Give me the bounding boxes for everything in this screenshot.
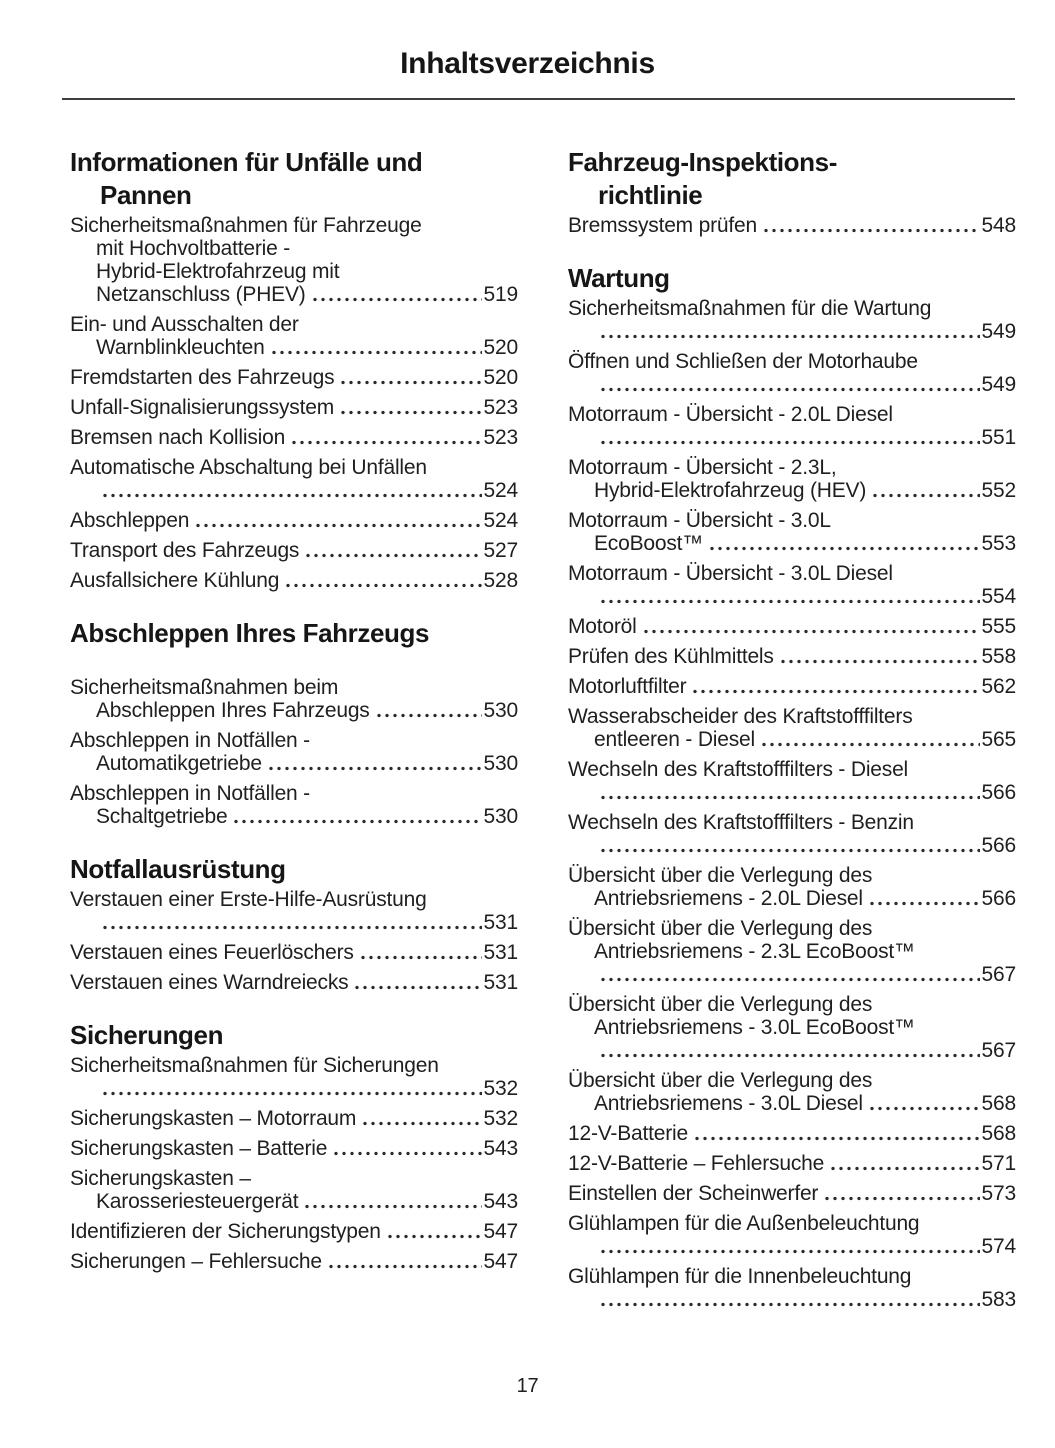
leader-dots bbox=[284, 569, 481, 592]
entry-page-number: 527 bbox=[483, 539, 518, 562]
toc-entry[interactable] bbox=[70, 1250, 518, 1273]
toc-entry[interactable] bbox=[568, 917, 1016, 986]
toc-section bbox=[70, 1019, 518, 1273]
entry-page-number: 532 bbox=[483, 1077, 518, 1100]
entry-page-number: 558 bbox=[981, 645, 1016, 668]
toc-section bbox=[70, 617, 518, 828]
leader-dots bbox=[760, 728, 980, 751]
leader-dots bbox=[339, 396, 482, 419]
leader-dots bbox=[829, 1152, 979, 1175]
entry-leader-row bbox=[70, 941, 518, 964]
leader-dots bbox=[194, 509, 481, 532]
toc-entry[interactable] bbox=[70, 396, 518, 419]
toc-section bbox=[568, 262, 1016, 1311]
toc-entry[interactable] bbox=[70, 214, 518, 306]
leader-dots bbox=[599, 1235, 980, 1258]
toc-entry[interactable] bbox=[70, 539, 518, 562]
entry-text-line: EcoBoost™ bbox=[594, 532, 704, 555]
entry-page-number: 531 bbox=[483, 941, 518, 964]
entry-leader-row bbox=[568, 426, 1016, 449]
entry-leader-row bbox=[568, 675, 1016, 698]
leader-dots bbox=[599, 781, 980, 804]
leader-dots bbox=[327, 1250, 482, 1273]
entry-page-number: 573 bbox=[981, 1182, 1016, 1205]
leader-dots bbox=[599, 963, 980, 986]
entry-page-number: 566 bbox=[981, 781, 1016, 804]
entry-page-number: 551 bbox=[981, 426, 1016, 449]
leader-dots bbox=[762, 214, 980, 237]
toc-entry[interactable] bbox=[568, 1122, 1016, 1145]
leader-dots bbox=[359, 941, 482, 964]
toc-entry[interactable] bbox=[568, 350, 1016, 396]
entry-page-number: 524 bbox=[483, 479, 518, 502]
entry-page-number: 520 bbox=[483, 366, 518, 389]
leader-dots bbox=[101, 479, 482, 502]
entry-page-number: 531 bbox=[483, 971, 518, 994]
section-heading bbox=[70, 1019, 518, 1052]
leader-dots bbox=[311, 283, 482, 306]
entry-leader-row bbox=[568, 1182, 1016, 1205]
entry-text-line: Sicherungen – Fehlersuche bbox=[70, 1250, 322, 1273]
entry-leader-row bbox=[568, 1235, 1016, 1258]
section-heading-line: Notfallausrüstung bbox=[70, 854, 286, 884]
entry-text-line: Antriebsriemens - 2.0L Diesel bbox=[594, 887, 863, 910]
entry-text-line: Glühlampen für die Innenbeleuchtung bbox=[568, 1265, 912, 1288]
entry-text-line: Abschleppen in Notfällen - bbox=[70, 729, 310, 752]
section-heading-line: Abschleppen Ihres Fahrzeugs bbox=[70, 618, 430, 648]
entry-text-line: Ausfallsichere Kühlung bbox=[70, 569, 280, 592]
toc-entry[interactable] bbox=[70, 1137, 518, 1160]
entry-leader-row bbox=[568, 1122, 1016, 1145]
leader-dots bbox=[693, 1122, 980, 1145]
toc-entry[interactable] bbox=[70, 509, 518, 532]
toc-entry[interactable] bbox=[70, 941, 518, 964]
toc-entry[interactable] bbox=[70, 1167, 518, 1213]
entry-leader-row bbox=[70, 336, 518, 359]
leader-dots bbox=[599, 585, 980, 608]
section-heading bbox=[70, 146, 518, 212]
toc-entry[interactable] bbox=[568, 615, 1016, 638]
entry-page-number: 548 bbox=[981, 214, 1016, 237]
entry-text-line: Abschleppen bbox=[70, 509, 190, 532]
entry-text-line: Motorraum - Übersicht - 2.0L Diesel bbox=[568, 403, 893, 426]
entry-text-line: Motorraum - Übersicht - 3.0L Diesel bbox=[568, 562, 893, 585]
entry-text-line: Sicherungskasten – Batterie bbox=[70, 1137, 328, 1160]
section-heading bbox=[70, 617, 518, 650]
entry-leader-row bbox=[568, 781, 1016, 804]
entry-page-number: 530 bbox=[483, 805, 518, 828]
leader-dots bbox=[599, 426, 980, 449]
entry-text-line: Sicherheitsmaßnahmen beim bbox=[70, 676, 339, 699]
toc-entry[interactable] bbox=[568, 456, 1016, 502]
leader-dots bbox=[823, 1182, 979, 1205]
entry-leader-row bbox=[70, 699, 518, 722]
toc-entry[interactable] bbox=[70, 729, 518, 775]
entry-text-line: Transport des Fahrzeugs bbox=[70, 539, 300, 562]
entry-text-line: Einstellen der Scheinwerfer bbox=[568, 1182, 819, 1205]
entry-leader-row bbox=[70, 366, 518, 389]
entry-leader-row bbox=[568, 1152, 1016, 1175]
section-heading-line: richtlinie bbox=[598, 180, 703, 210]
entry-page-number: 547 bbox=[483, 1250, 518, 1273]
entry-text-line: Übersicht über die Verlegung des bbox=[568, 864, 873, 887]
entry-text-line: 12-V-Batterie bbox=[568, 1122, 688, 1145]
entry-text-line: Übersicht über die Verlegung des bbox=[568, 1069, 873, 1092]
entry-page-number: 532 bbox=[483, 1107, 518, 1130]
toc-entry[interactable] bbox=[568, 1212, 1016, 1258]
entry-text-line: Antriebsriemens - 2.3L EcoBoost™ bbox=[594, 940, 915, 963]
entry-leader-row bbox=[568, 320, 1016, 343]
entry-page-number: 530 bbox=[483, 752, 518, 775]
entry-leader-row bbox=[70, 1137, 518, 1160]
entry-text-line: Übersicht über die Verlegung des bbox=[568, 917, 873, 940]
toc-section bbox=[70, 146, 518, 592]
entry-leader-row bbox=[568, 1039, 1016, 1062]
entry-page-number: 519 bbox=[483, 283, 518, 306]
leader-dots bbox=[232, 805, 481, 828]
leader-dots bbox=[599, 373, 980, 396]
leader-dots bbox=[332, 1137, 481, 1160]
toc-entry[interactable] bbox=[568, 645, 1016, 668]
entry-text-line: Abschleppen in Notfällen - bbox=[70, 782, 310, 805]
toc-entry[interactable] bbox=[70, 366, 518, 389]
entry-page-number: 568 bbox=[981, 1092, 1016, 1115]
entry-text-line: Verstauen eines Feuerlöschers bbox=[70, 941, 354, 964]
entry-text-line: Abschleppen Ihres Fahrzeugs bbox=[96, 699, 370, 722]
entry-page-number: 523 bbox=[483, 426, 518, 449]
entry-page-number: 554 bbox=[981, 585, 1016, 608]
entry-text-line: Automatische Abschaltung bei Unfällen bbox=[70, 456, 427, 479]
entry-text-line: Verstauen einer Erste-Hilfe-Ausrüstung bbox=[70, 888, 427, 911]
leader-dots bbox=[290, 426, 482, 449]
leader-dots bbox=[353, 971, 481, 994]
toc-section bbox=[568, 146, 1016, 237]
toc-column-right bbox=[568, 146, 1016, 1318]
leader-dots bbox=[101, 1077, 482, 1100]
entry-text-line: Motoröl bbox=[568, 615, 637, 638]
entry-page-number: 543 bbox=[483, 1190, 518, 1213]
entry-page-number: 553 bbox=[981, 532, 1016, 555]
entry-leader-row bbox=[70, 1107, 518, 1130]
toc-entry[interactable] bbox=[568, 1265, 1016, 1311]
entry-page-number: 530 bbox=[483, 699, 518, 722]
leader-dots bbox=[642, 615, 980, 638]
entry-text-line: Bremssystem prüfen bbox=[568, 214, 757, 237]
leader-dots bbox=[599, 834, 980, 857]
entry-text-line: Prüfen des Kühlmittels bbox=[568, 645, 774, 668]
toc-section bbox=[70, 853, 518, 994]
entry-leader-row bbox=[568, 728, 1016, 751]
toc-entry[interactable] bbox=[70, 1054, 518, 1100]
entry-text-line: Sicherheitsmaßnahmen für Sicherungen bbox=[70, 1054, 439, 1077]
entry-leader-row bbox=[70, 1190, 518, 1213]
entry-leader-row bbox=[70, 569, 518, 592]
section-heading bbox=[568, 262, 1016, 295]
entry-text-line: Antriebsriemens - 3.0L EcoBoost™ bbox=[594, 1016, 915, 1039]
entry-page-number: 555 bbox=[981, 615, 1016, 638]
entry-leader-row bbox=[70, 396, 518, 419]
entry-text-line: Ein- und Ausschalten der bbox=[70, 313, 299, 336]
entry-text-line: Warnblinkleuchten bbox=[96, 336, 265, 359]
toc-entry[interactable] bbox=[70, 456, 518, 502]
leader-dots bbox=[386, 1220, 482, 1243]
toc-entry[interactable] bbox=[70, 888, 518, 934]
section-heading-line: Sicherungen bbox=[70, 1020, 224, 1050]
page-title: Inhaltsverzeichnis bbox=[400, 47, 655, 80]
entry-leader-row bbox=[568, 834, 1016, 857]
entry-leader-row bbox=[70, 283, 518, 306]
section-heading bbox=[568, 146, 1016, 212]
toc-entry[interactable] bbox=[568, 705, 1016, 751]
entry-leader-row bbox=[70, 479, 518, 502]
section-heading-line: Wartung bbox=[568, 263, 670, 293]
page-number: 17 bbox=[516, 1375, 539, 1397]
entry-page-number: 565 bbox=[981, 728, 1016, 751]
entry-text-line: Bremsen nach Kollision bbox=[70, 426, 286, 449]
entry-page-number: 566 bbox=[981, 887, 1016, 910]
entry-text-line: Verstauen eines Warndreiecks bbox=[70, 971, 349, 994]
leader-dots bbox=[868, 1092, 980, 1115]
toc-entry[interactable] bbox=[568, 758, 1016, 804]
entry-text-line: Öffnen und Schließen der Motorhaube bbox=[568, 350, 918, 373]
entry-text-line: Sicherheitsmaßnahmen für die Wartung bbox=[568, 297, 932, 320]
entry-page-number: 524 bbox=[483, 509, 518, 532]
leader-dots bbox=[779, 645, 980, 668]
entry-text-line: Automatikgetriebe bbox=[96, 752, 262, 775]
entry-page-number: 543 bbox=[483, 1137, 518, 1160]
toc-entry[interactable] bbox=[568, 562, 1016, 608]
toc-entry[interactable] bbox=[568, 509, 1016, 555]
entry-text-line: entleeren - Diesel bbox=[594, 728, 755, 751]
entry-text-line: Identifizieren der Sicherungstypen bbox=[70, 1220, 381, 1243]
entry-leader-row bbox=[568, 214, 1016, 237]
entry-page-number: 583 bbox=[981, 1288, 1016, 1311]
toc-entry[interactable] bbox=[568, 675, 1016, 698]
toc-entry[interactable] bbox=[70, 676, 518, 722]
entry-text-line: Antriebsriemens - 3.0L Diesel bbox=[594, 1092, 863, 1115]
leader-dots bbox=[304, 539, 481, 562]
leader-dots bbox=[599, 320, 980, 343]
leader-dots bbox=[708, 532, 979, 555]
leader-dots bbox=[868, 887, 980, 910]
entry-text-line: Unfall-Signalisierungssystem bbox=[70, 396, 335, 419]
toc-columns bbox=[0, 100, 1055, 1318]
entry-text-line: Wasserabscheider des Kraftstofffilters bbox=[568, 705, 913, 728]
entry-leader-row bbox=[568, 479, 1016, 502]
section-heading bbox=[70, 853, 518, 886]
entry-text-line: Motorraum - Übersicht - 2.3L, bbox=[568, 456, 837, 479]
section-heading-line: Fahrzeug-Inspektions- bbox=[568, 147, 837, 177]
toc-entry[interactable] bbox=[568, 811, 1016, 857]
entry-text-line: mit Hochvoltbatterie - bbox=[96, 237, 291, 260]
leader-dots bbox=[101, 911, 482, 934]
entry-leader-row bbox=[70, 752, 518, 775]
entry-page-number: 568 bbox=[981, 1122, 1016, 1145]
entry-page-number: 552 bbox=[981, 479, 1016, 502]
toc-entry[interactable] bbox=[70, 1107, 518, 1130]
entry-leader-row bbox=[568, 373, 1016, 396]
entry-leader-row bbox=[70, 911, 518, 934]
leader-dots bbox=[270, 336, 482, 359]
toc-column-left bbox=[70, 146, 518, 1280]
entry-leader-row bbox=[70, 1077, 518, 1100]
entry-page-number: 566 bbox=[981, 834, 1016, 857]
entry-leader-row bbox=[568, 615, 1016, 638]
entry-page-number: 567 bbox=[981, 1039, 1016, 1062]
entry-text-line: Hybrid-Elektrofahrzeug (HEV) bbox=[594, 479, 867, 502]
entry-text-line: Sicherungskasten – bbox=[70, 1167, 251, 1190]
leader-dots bbox=[303, 1190, 481, 1213]
entry-leader-row bbox=[70, 805, 518, 828]
toc-entry[interactable] bbox=[568, 1182, 1016, 1205]
entry-page-number: 549 bbox=[981, 373, 1016, 396]
section-heading-line: Pannen bbox=[100, 180, 192, 210]
leader-dots bbox=[339, 366, 481, 389]
toc-entry[interactable] bbox=[70, 1220, 518, 1243]
entry-leader-row bbox=[568, 887, 1016, 910]
entry-text-line: Wechseln des Kraftstofffilters - Diesel bbox=[568, 758, 909, 781]
toc-entry[interactable] bbox=[568, 993, 1016, 1062]
entry-leader-row bbox=[568, 1288, 1016, 1311]
toc-entry[interactable] bbox=[568, 1152, 1016, 1175]
entry-text-line: Sicherungskasten – Motorraum bbox=[70, 1107, 357, 1130]
leader-dots bbox=[599, 1288, 980, 1311]
entry-page-number: 571 bbox=[981, 1152, 1016, 1175]
toc-entry[interactable] bbox=[70, 426, 518, 449]
toc-entry[interactable] bbox=[568, 214, 1016, 237]
toc-entry[interactable] bbox=[70, 313, 518, 359]
entry-page-number: 574 bbox=[981, 1235, 1016, 1258]
leader-dots bbox=[599, 1039, 980, 1062]
entry-leader-row bbox=[568, 645, 1016, 668]
entry-text-line: Netzanschluss (PHEV) bbox=[96, 283, 306, 306]
entry-leader-row bbox=[568, 1092, 1016, 1115]
toc-entry[interactable] bbox=[568, 1069, 1016, 1115]
toc-entry[interactable] bbox=[568, 297, 1016, 343]
section-heading-line: Informationen für Unfälle und bbox=[70, 147, 423, 177]
entry-leader-row bbox=[70, 971, 518, 994]
entry-page-number: 547 bbox=[483, 1220, 518, 1243]
entry-leader-row bbox=[568, 585, 1016, 608]
entry-leader-row bbox=[70, 1220, 518, 1243]
toc-entry[interactable] bbox=[568, 864, 1016, 910]
leader-dots bbox=[375, 699, 482, 722]
entry-page-number: 562 bbox=[981, 675, 1016, 698]
entry-text-line: Übersicht über die Verlegung des bbox=[568, 993, 873, 1016]
leader-dots bbox=[691, 675, 979, 698]
leader-dots bbox=[267, 752, 482, 775]
entry-text-line: 12-V-Batterie – Fehlersuche bbox=[568, 1152, 825, 1175]
entry-page-number: 531 bbox=[483, 911, 518, 934]
entry-text-line: Glühlampen für die Außenbeleuchtung bbox=[568, 1212, 920, 1235]
entry-leader-row bbox=[568, 963, 1016, 986]
entry-text-line: Hybrid-Elektrofahrzeug mit bbox=[96, 260, 340, 283]
entry-text-line: Fremdstarten des Fahrzeugs bbox=[70, 366, 335, 389]
entry-page-number: 523 bbox=[483, 396, 518, 419]
entry-text-line: Karosseriesteuergerät bbox=[96, 1190, 299, 1213]
entry-page-number: 567 bbox=[981, 963, 1016, 986]
entry-text-line: Sicherheitsmaßnahmen für Fahrzeuge bbox=[70, 214, 422, 237]
toc-entry[interactable] bbox=[70, 971, 518, 994]
entry-leader-row bbox=[70, 539, 518, 562]
toc-entry[interactable] bbox=[70, 782, 518, 828]
entry-page-number: 520 bbox=[483, 336, 518, 359]
entry-text-line: Motorluftfilter bbox=[568, 675, 687, 698]
leader-dots bbox=[361, 1107, 481, 1130]
entry-page-number: 528 bbox=[483, 569, 518, 592]
entry-leader-row bbox=[568, 532, 1016, 555]
entry-leader-row bbox=[70, 426, 518, 449]
toc-entry[interactable] bbox=[70, 569, 518, 592]
toc-entry[interactable] bbox=[568, 403, 1016, 449]
entry-text-line: Motorraum - Übersicht - 3.0L bbox=[568, 509, 831, 532]
entry-text-line: Schaltgetriebe bbox=[96, 805, 228, 828]
entry-text-line: Wechseln des Kraftstofffilters - Benzin bbox=[568, 811, 914, 834]
leader-dots bbox=[871, 479, 979, 502]
entry-leader-row bbox=[70, 1250, 518, 1273]
entry-page-number: 549 bbox=[981, 320, 1016, 343]
entry-leader-row bbox=[70, 509, 518, 532]
